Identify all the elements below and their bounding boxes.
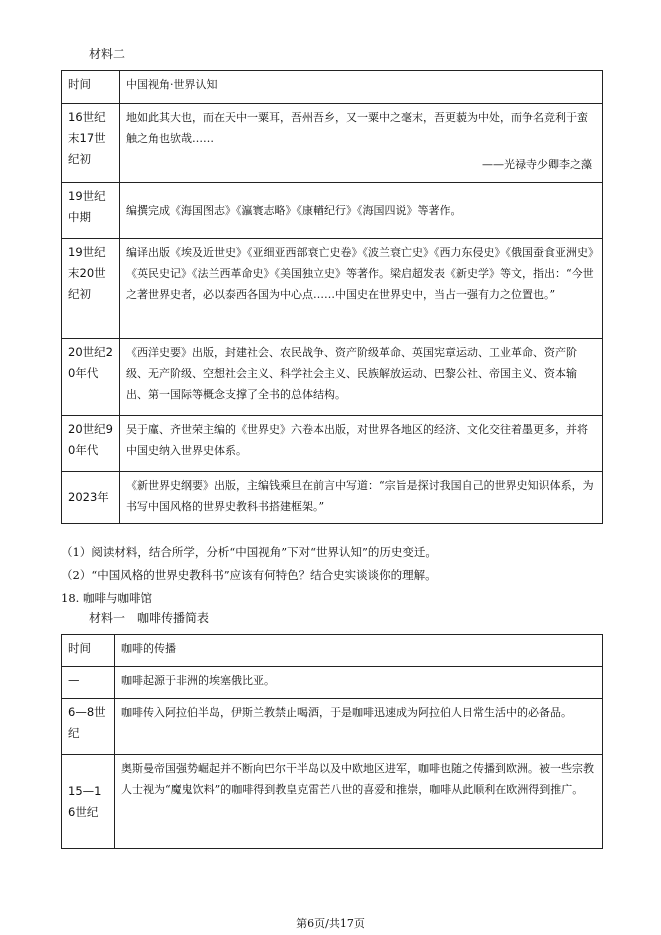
table-row — [62, 755, 603, 849]
table-row — [62, 416, 603, 472]
row-content: 编撰完成《海国图志》《瀛寰志略》《康輶纪行》《海国四说》等著作。 — [120, 183, 603, 239]
quote-source: ——光禄寺少卿李之藻 — [482, 158, 592, 171]
row-time: 20世纪90年代 — [62, 416, 120, 472]
table-row — [62, 104, 603, 183]
material-2-table — [61, 70, 603, 524]
row-content — [120, 104, 603, 183]
material-2-label: 材料二 — [89, 47, 126, 61]
row-time: 2023年 — [62, 472, 120, 524]
row-content: 奥斯曼帝国强势崛起并不断向巴尔干半岛以及中欧地区进军，咖啡也随之传播到欧洲。被一些宗教人士视为“魔鬼饮料”的咖啡得到教皇克雷芒八世的喜爱和推崇，咖啡从此顺利在欧洲得到推广。 — [115, 755, 603, 849]
table-row — [62, 183, 603, 239]
row-time: 19世纪中期 — [62, 183, 120, 239]
coffee-table — [61, 634, 603, 849]
row-time: 6—8世纪 — [62, 699, 115, 755]
table-row — [62, 239, 603, 339]
table-row — [62, 699, 603, 755]
header-time: 时间 — [62, 71, 120, 104]
table-row — [62, 472, 603, 524]
table-header-row — [62, 635, 603, 667]
question-1: （1）阅读材料，结合所学，分析“中国视角”下对“世界认知”的历史变迁。 — [61, 545, 437, 559]
row-time: 19世纪末20世纪初 — [62, 239, 120, 339]
header-time: 时间 — [62, 635, 115, 667]
table-header-row — [62, 71, 603, 104]
row-time: 16世纪末17世纪初 — [62, 104, 120, 183]
table-row — [62, 667, 603, 699]
row-time: 20世纪20年代 — [62, 339, 120, 416]
row-text: 地如此其大也，而在天中一粟耳，吾州吾乡，又一粟中之毫末，吾更藐为中处，而争名竞利于蛮触之角也欤哉…… — [126, 111, 588, 145]
table-row — [62, 339, 603, 416]
question-2: （2）“中国风格的世界史教科书”应该有何特色？结合史实谈谈你的理解。 — [61, 568, 437, 582]
page-footer: 第6页/共17页 — [296, 917, 365, 930]
row-content: 吴于廑、齐世荣主编的《世界史》六卷本出版，对世界各地区的经济、文化交往着墨更多，并将中国史纳入世界史体系。 — [120, 416, 603, 472]
header-content: 中国视角·世界认知 — [120, 71, 603, 104]
row-content: 《西洋史要》出版，封建社会、农民战争、资产阶级革命、英国宪章运动、工业革命、资产阶级、无产阶级、空想社会主义、科学社会主义、民族解放运动、巴黎公社、帝国主义、资本输出、第一国际等概念支撑了全书的总体结构。 — [120, 339, 603, 416]
row-time: 15—16世纪 — [62, 755, 115, 849]
row-content: 《新世界史纲要》出版，主编钱乘旦在前言中写道：“宗旨是探讨我国自己的世界史知识体系，为书写中国风格的世界史教科书搭建框架。” — [120, 472, 603, 524]
question-18-title: 18. 咖啡与咖啡馆 — [61, 591, 152, 605]
material-1-label: 材料一 咖啡传播简表 — [89, 611, 210, 625]
row-time: — — [62, 667, 115, 699]
row-content: 咖啡起源于非洲的埃塞俄比亚。 — [115, 667, 603, 699]
row-content: 编译出版《埃及近世史》《亚细亚西部衰亡史卷》《波兰衰亡史》《西力东侵史》《俄国蚕食亚洲史》《英民史记》《法兰西革命史》《美国独立史》等著作。梁启超发表《新史学》等文，指出：“今世之著世界史者，必以泰西各国为中心点……中国史在世界史中，当占一强有力之位置也。” — [120, 239, 603, 339]
header-content: 咖啡的传播 — [115, 635, 603, 667]
row-content: 咖啡传入阿拉伯半岛，伊斯兰教禁止喝酒，于是咖啡迅速成为阿拉伯人日常生活中的必备品。 — [115, 699, 603, 755]
